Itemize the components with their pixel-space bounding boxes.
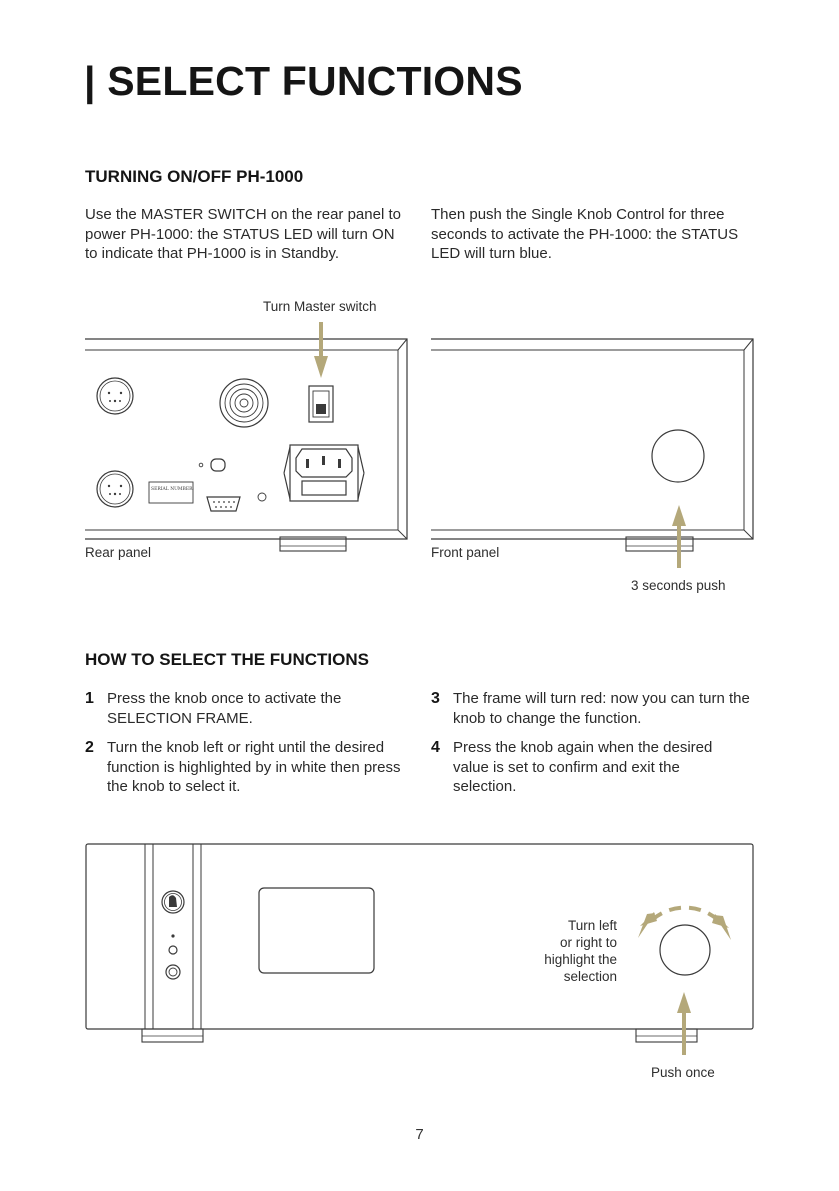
step-item	[85, 689, 405, 729]
step-number: 2	[85, 739, 94, 756]
step-number: 1	[85, 690, 94, 707]
push-once-annotation: Push once	[651, 1065, 715, 1080]
rotate-arrows-icon	[638, 908, 731, 940]
knob-icon	[652, 430, 704, 482]
master-switch-icon	[309, 386, 333, 422]
paragraph-single-knob: Then push the Single Knob Control for three seconds to activate the PH-1000: the STATUS LED will turn blue.	[431, 206, 739, 262]
step-number: 3	[431, 690, 440, 707]
turn-annotation	[520, 917, 617, 985]
section-heading-turning-on-off: TURNING ON/OFF PH-1000	[85, 167, 304, 186]
rear-panel-diagram	[85, 322, 407, 551]
headphone-jack-icon	[166, 965, 180, 979]
three-seconds-push-annotation: 3 seconds push	[631, 578, 726, 593]
display-icon	[259, 888, 374, 973]
arrow-up-icon	[677, 992, 691, 1055]
power-inlet-icon	[284, 445, 364, 501]
knob-icon	[660, 925, 710, 975]
xlr-connector-icon	[97, 471, 133, 507]
turn-master-switch-annotation: Turn Master switch	[263, 299, 377, 314]
step-item	[431, 738, 761, 798]
bnc-connector-icon	[220, 379, 268, 427]
rear-panel-caption: Rear panel	[85, 545, 152, 560]
step-text: The frame will turn red: now you can turn the knob to change the function.	[453, 690, 750, 727]
front-panel-full-diagram	[86, 844, 753, 1055]
turn-annotation-line: or right to	[559, 935, 617, 950]
turn-annotation-line: highlight the	[544, 952, 617, 967]
turn-annotation-line: Turn left	[567, 918, 617, 933]
paragraph-master-switch: Use the MASTER SWITCH on the rear panel to power PH-1000: the STATUS LED will turn ON to indicate that PH-1000 is in Standby.	[85, 206, 401, 262]
page-number: 7	[415, 1126, 424, 1143]
turn-annotation-line: selection	[563, 969, 617, 984]
led-icon	[169, 946, 177, 954]
step-text: Press the knob once to activate the SELECTION FRAME.	[107, 690, 342, 727]
xlr-connector-icon	[97, 378, 133, 414]
serial-number-label: SERIAL NUMBER:	[151, 487, 195, 492]
db9-port-icon	[207, 497, 240, 511]
front-panel-caption: Front panel	[431, 545, 500, 560]
page-title: | SELECT FUNCTIONS	[84, 58, 523, 104]
step-item	[85, 738, 415, 798]
logo-icon	[162, 891, 184, 913]
front-panel-diagram	[431, 339, 753, 568]
step-text: Press the knob again when the desired value is set to confirm and exit the selection.	[453, 739, 713, 795]
step-number: 4	[431, 739, 440, 756]
step-text: Turn the knob left or right until the desired function is highlighted by in white then press the knob to select it.	[107, 739, 401, 795]
section-heading-how-to-select: HOW TO SELECT THE FUNCTIONS	[85, 650, 369, 669]
step-item	[431, 689, 761, 729]
